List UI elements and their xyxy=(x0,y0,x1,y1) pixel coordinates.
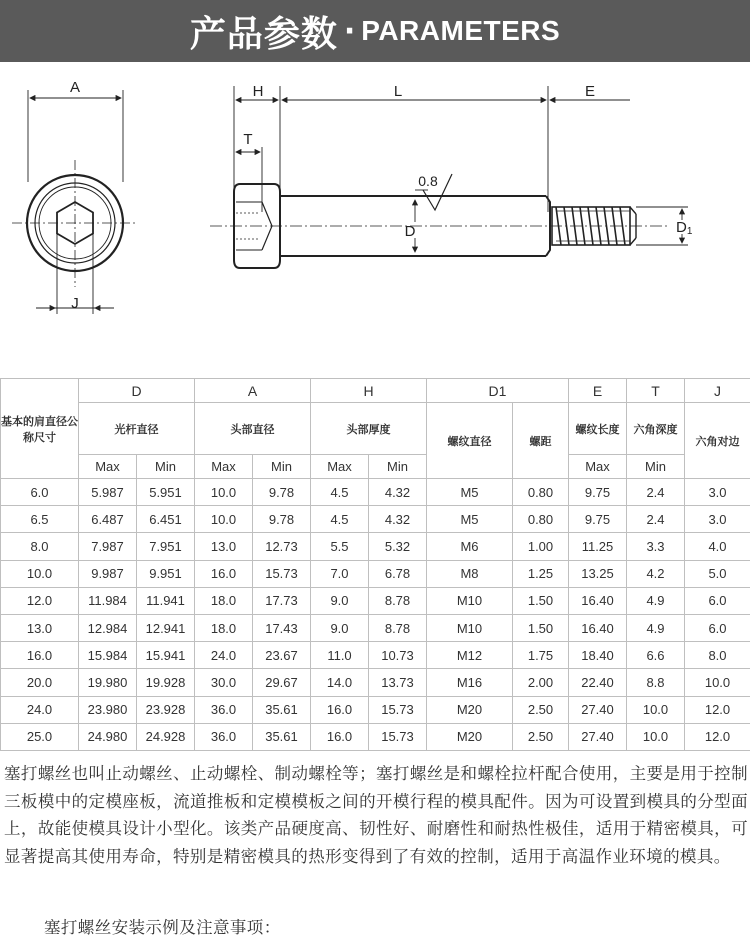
label-h: H xyxy=(252,83,264,100)
table-row xyxy=(1,533,750,560)
table-cell: 0.80 xyxy=(513,506,569,533)
table-cell: 8.8 xyxy=(627,669,685,696)
table-cell: 10.0 xyxy=(195,479,253,506)
label-d: D xyxy=(404,223,416,240)
table-cell: M5 xyxy=(427,479,513,506)
table-row xyxy=(1,642,750,669)
table-cell: 4.32 xyxy=(369,479,427,506)
table-row xyxy=(1,696,750,723)
table-cell: 15.941 xyxy=(137,642,195,669)
table-cell: 5.5 xyxy=(311,533,369,560)
table-cell: 6.0 xyxy=(685,614,750,641)
table-row xyxy=(1,506,750,533)
table-cell: 11.984 xyxy=(79,587,137,614)
table-cell: 3.3 xyxy=(627,533,685,560)
table-cell: 10.0 xyxy=(195,506,253,533)
label-d1-sub: 1 xyxy=(686,226,693,237)
title-cn: 产品参数 xyxy=(189,13,338,55)
header-a-name: 头部直径 xyxy=(195,403,311,455)
table-cell: 11.0 xyxy=(311,642,369,669)
table-cell: 1.50 xyxy=(513,614,569,641)
table-cell: 7.951 xyxy=(137,533,195,560)
header-d1: D1 xyxy=(427,379,569,403)
header-row-1 xyxy=(1,379,750,403)
table-cell: M12 xyxy=(427,642,513,669)
header-min: Min xyxy=(369,455,427,479)
table-cell: M10 xyxy=(427,587,513,614)
header-min: Min xyxy=(137,455,195,479)
table-cell: 10.73 xyxy=(369,642,427,669)
table-cell: 16.0 xyxy=(195,560,253,587)
table-cell: 18.40 xyxy=(569,642,627,669)
label-a: A xyxy=(69,79,81,96)
table-cell: 12.0 xyxy=(685,723,750,750)
table-cell: 12.0 xyxy=(1,587,79,614)
table-cell: 9.0 xyxy=(311,587,369,614)
table-cell: 25.0 xyxy=(1,723,79,750)
table-cell: M16 xyxy=(427,669,513,696)
table-cell: 9.987 xyxy=(79,560,137,587)
table-cell: 3.0 xyxy=(685,506,750,533)
table-cell: 27.40 xyxy=(569,696,627,723)
table-cell: 4.5 xyxy=(311,479,369,506)
table-cell: 10.0 xyxy=(627,696,685,723)
table-cell: 12.0 xyxy=(685,696,750,723)
table-cell: 6.451 xyxy=(137,506,195,533)
table-cell: 18.0 xyxy=(195,587,253,614)
table-cell: 27.40 xyxy=(569,723,627,750)
table-cell: 22.40 xyxy=(569,669,627,696)
table-cell: 29.67 xyxy=(253,669,311,696)
table-cell: M5 xyxy=(427,506,513,533)
table-cell: 11.941 xyxy=(137,587,195,614)
end-view xyxy=(12,90,138,314)
table-cell: 24.928 xyxy=(137,723,195,750)
table-cell: 13.25 xyxy=(569,560,627,587)
table-cell: 12.73 xyxy=(253,533,311,560)
table-cell: 7.0 xyxy=(311,560,369,587)
header-e-name: 螺纹长度 xyxy=(569,403,627,455)
table-cell: 20.0 xyxy=(1,669,79,696)
table-cell: 2.4 xyxy=(627,479,685,506)
install-note-title: 塞打螺丝安装示例及注意事项： xyxy=(44,918,281,937)
table-cell: M10 xyxy=(427,614,513,641)
label-d1-letter: D xyxy=(676,219,687,236)
table-cell: 4.9 xyxy=(627,587,685,614)
table-cell: 36.0 xyxy=(195,696,253,723)
table-cell: M8 xyxy=(427,560,513,587)
label-e: E xyxy=(584,83,596,100)
table-row xyxy=(1,560,750,587)
header-max: Max xyxy=(569,455,627,479)
table-cell: 19.980 xyxy=(79,669,137,696)
header-t-name: 六角深度 xyxy=(627,403,685,455)
header-d-name: 光杆直径 xyxy=(79,403,195,455)
table-cell: 12.984 xyxy=(79,614,137,641)
table-cell: 14.0 xyxy=(311,669,369,696)
table-cell: 16.40 xyxy=(569,614,627,641)
table-cell: 15.73 xyxy=(369,696,427,723)
table-cell: 6.6 xyxy=(627,642,685,669)
technical-drawing xyxy=(0,62,750,378)
table-cell: 24.0 xyxy=(195,642,253,669)
table-cell: 24.0 xyxy=(1,696,79,723)
header-row-3 xyxy=(1,455,750,479)
table-row xyxy=(1,614,750,641)
table-cell: 10.0 xyxy=(1,560,79,587)
header-max: Max xyxy=(311,455,369,479)
table-cell: 4.0 xyxy=(685,533,750,560)
header-min: Min xyxy=(253,455,311,479)
table-cell: 5.0 xyxy=(685,560,750,587)
label-l: L xyxy=(393,83,403,100)
table-cell: 6.78 xyxy=(369,560,427,587)
header-h-name: 头部厚度 xyxy=(311,403,427,455)
table-cell: 8.78 xyxy=(369,614,427,641)
table-cell: 6.5 xyxy=(1,506,79,533)
table-cell: 35.61 xyxy=(253,696,311,723)
table-cell: 8.0 xyxy=(685,642,750,669)
side-view xyxy=(210,86,688,268)
table-cell: 5.951 xyxy=(137,479,195,506)
label-t: T xyxy=(243,131,253,148)
table-cell: 13.0 xyxy=(195,533,253,560)
table-cell: 2.4 xyxy=(627,506,685,533)
title-en: PARAMETERS xyxy=(361,15,561,46)
table-cell: 13.73 xyxy=(369,669,427,696)
table-cell: 15.984 xyxy=(79,642,137,669)
table-cell: 9.75 xyxy=(569,479,627,506)
table-cell: 30.0 xyxy=(195,669,253,696)
table-cell: 10.0 xyxy=(627,723,685,750)
header-t: T xyxy=(627,379,685,403)
table-cell: 6.487 xyxy=(79,506,137,533)
table-cell: 2.50 xyxy=(513,723,569,750)
table-cell: 1.50 xyxy=(513,587,569,614)
header-min: Min xyxy=(627,455,685,479)
table-cell: 9.75 xyxy=(569,506,627,533)
table-cell: 8.78 xyxy=(369,587,427,614)
table-cell: 6.0 xyxy=(685,587,750,614)
table-cell: 3.0 xyxy=(685,479,750,506)
table-cell: 36.0 xyxy=(195,723,253,750)
table-cell: 9.78 xyxy=(253,479,311,506)
table-cell: 4.9 xyxy=(627,614,685,641)
table-row xyxy=(1,723,750,750)
table-cell: 1.00 xyxy=(513,533,569,560)
table-cell: 16.0 xyxy=(311,723,369,750)
header-max: Max xyxy=(79,455,137,479)
header-row-2 xyxy=(1,403,750,455)
table-cell: 8.0 xyxy=(1,533,79,560)
table-cell: 9.951 xyxy=(137,560,195,587)
table-row xyxy=(1,479,750,506)
table-cell: 11.25 xyxy=(569,533,627,560)
header-h: H xyxy=(311,379,427,403)
table-cell: 4.5 xyxy=(311,506,369,533)
header-max: Max xyxy=(195,455,253,479)
table-cell: 17.43 xyxy=(253,614,311,641)
table-cell: 5.32 xyxy=(369,533,427,560)
table-cell: 13.0 xyxy=(1,614,79,641)
table-cell: 4.2 xyxy=(627,560,685,587)
table-cell: 23.67 xyxy=(253,642,311,669)
table-cell: 19.928 xyxy=(137,669,195,696)
table-cell: 9.0 xyxy=(311,614,369,641)
table-cell: M20 xyxy=(427,696,513,723)
table-cell: 16.0 xyxy=(311,696,369,723)
table-cell: 1.75 xyxy=(513,642,569,669)
header-e: E xyxy=(569,379,627,403)
table-cell: 2.50 xyxy=(513,696,569,723)
header-pitch: 螺距 xyxy=(513,403,569,479)
table-cell: 1.25 xyxy=(513,560,569,587)
table-cell: 24.980 xyxy=(79,723,137,750)
label-roughness: 0.8 xyxy=(418,173,438,189)
table-cell: 16.40 xyxy=(569,587,627,614)
table-cell: 4.32 xyxy=(369,506,427,533)
table-cell: 12.941 xyxy=(137,614,195,641)
table-cell: M6 xyxy=(427,533,513,560)
table-cell: 9.78 xyxy=(253,506,311,533)
table-row xyxy=(1,669,750,696)
parameter-table xyxy=(0,378,750,751)
table-cell: 16.0 xyxy=(1,642,79,669)
table-cell: 17.73 xyxy=(253,587,311,614)
label-j: J xyxy=(71,295,79,312)
description-text: 塞打螺丝也叫止动螺丝、止动螺栓、制动螺栓等；塞打螺丝是和螺栓拉杆配合使用，主要是用于控制三板模中的定模座板，流道推板和定模模板之间的开模行程的模具配件。因为可设置到模具的分型面上，故能使模具设计小型化。该类产品硬度高、韧性好、耐磨性和耐热性极佳，适用于精密模具，可显著提高其使用寿命，特别是精密模具的热形变得到了有效的控制，适用于高温作业环境的模具。 xyxy=(4,764,748,866)
table-cell: 15.73 xyxy=(253,560,311,587)
header-nominal: 基本的肩直径公称尺寸 xyxy=(1,379,79,479)
header-j-name: 六角对边 xyxy=(685,403,750,479)
label-d1 xyxy=(676,219,693,237)
table-cell: M20 xyxy=(427,723,513,750)
table-cell: 7.987 xyxy=(79,533,137,560)
table-cell: 35.61 xyxy=(253,723,311,750)
header-j: J xyxy=(685,379,750,403)
title-dot: · xyxy=(343,13,356,49)
header-a: A xyxy=(195,379,311,403)
header-thread-dia: 螺纹直径 xyxy=(427,403,513,479)
table-row xyxy=(1,587,750,614)
table-cell: 0.80 xyxy=(513,479,569,506)
header-d: D xyxy=(79,379,195,403)
table-body xyxy=(1,479,750,751)
title-banner xyxy=(0,0,750,62)
table-cell: 6.0 xyxy=(1,479,79,506)
table-cell: 23.980 xyxy=(79,696,137,723)
table-cell: 5.987 xyxy=(79,479,137,506)
table-cell: 2.00 xyxy=(513,669,569,696)
table-cell: 10.0 xyxy=(685,669,750,696)
table-cell: 18.0 xyxy=(195,614,253,641)
table-cell: 23.928 xyxy=(137,696,195,723)
table-cell: 15.73 xyxy=(369,723,427,750)
